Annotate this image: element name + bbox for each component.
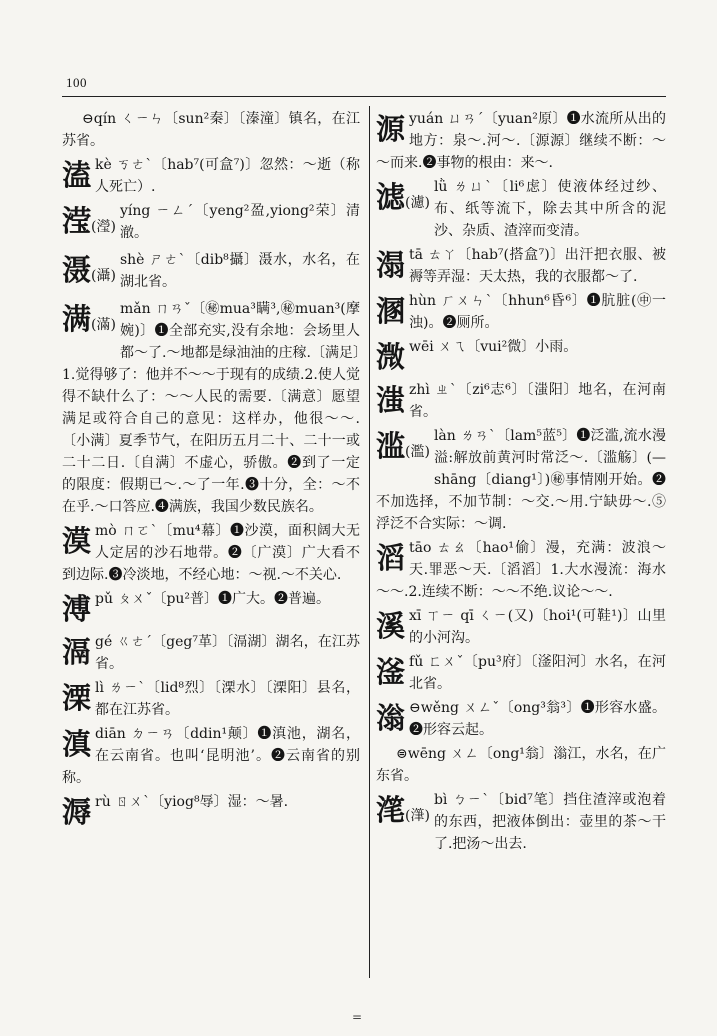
dictionary-entry [62,108,360,152]
headword-character: 滢 [62,204,92,238]
headword-character: 滇 [62,727,92,761]
headword-character: 滥 [376,429,406,463]
entry-definition: rù ㄖㄨˋ〔yiog⁸辱〕湿：～暑. [95,794,289,810]
headword-character: 溻 [376,248,406,282]
dictionary-entry [376,290,666,334]
entry-headword [376,538,405,578]
dictionary-entry [62,298,360,518]
dictionary-entry [62,520,360,586]
headword-variant: (潷) [405,808,430,824]
entry-headword [62,201,116,247]
dictionary-entry [62,200,360,247]
entry-definition: zhì ㄓˋ〔zi⁶志⁶〕〔滍阳〕地名，在河南省。 [409,382,666,420]
entry-headword [62,792,91,832]
entry-definition: lì ㄌㄧˋ〔lid⁸烈〕〔溧水〕〔溧阳〕县名，都在江苏省。 [95,680,360,718]
entry-definition: kè ㄎㄜˋ〔hab⁷(可盒⁷)〕忽然：～逝（称人死亡）. [95,157,360,195]
dictionary-entry [376,379,666,423]
headword-character: 溘 [62,158,92,192]
entry-headword [376,337,405,377]
entry-headword [376,652,405,692]
entry-definition: diān ㄉㄧㄢ〔ddin¹颠〕❶滇池，湖名，在云南省。也叫‘昆明池’。❷云南省的别称。 [62,726,360,786]
dictionary-entry [376,605,666,649]
headword-variant: (濾) [405,195,430,211]
entry-headword [376,291,405,331]
headword-character: 滏 [376,655,406,689]
dictionary-entry [62,154,360,198]
headword-variant: (滿) [91,317,116,333]
dictionary-entry [376,743,666,787]
entry-definition: shè ㄕㄜˋ〔dib⁸攝〕滠水，水名，在湖北省。 [119,252,360,290]
entry-definition: lǜ ㄌㄩˋ〔li⁶虑〕使液体经过纱、布、纸等流下，除去其中所含的泥沙、杂质、渣滓而变清。 [433,179,666,239]
entry-definition: ⊖wěng ㄨㄥˇ〔ong³翁³〕❶形容水盛。❷形容云起。 [409,700,666,738]
column-divider [369,106,370,978]
entry-definition: yuán ㄩㄢˊ〔yuan²原〕❶水流所从出的地方：泉～.河～.〔源源〕继续不断：～～而来.❷事物的根由：来～. [376,111,666,171]
entry-definition: mǎn ㄇㄢˇ〔㊙mua³瞒³,㊙muan³(摩婉)〕❶全部充实,没有余地：会场里人都～了.～地都是绿油油的庄稼.〔满足〕1.觉得够了：他并不～～于现有的成绩.2.使人觉得不缺什么了：～～人民的需要.〔满意〕愿望满足或符合自己的意见：这样办，他很～～.〔小满〕夏季节气，在阳历五月二十、二十一或二十二日.〔自满〕不虚心，骄傲。❷到了一定的限度：假期已～.～了一年.❸十分，全：～不在乎.～口答应.❹满族，我国少数民族名。 [62,301,360,515]
dictionary-entry [376,336,666,377]
dictionary-entry [62,723,360,789]
dictionary-entry [62,631,360,675]
entry-headword [376,790,430,836]
dictionary-entry [376,789,666,855]
entry-definition: ⊜wēng ㄨㄥ〔ong¹翁〕滃江，水名，在广东省。 [376,746,666,784]
headword-variant: (濫) [405,444,430,460]
entry-definition: yíng ㄧㄥˊ〔yeng²盈,yiong²荣〕清澈。 [119,203,360,241]
headword-character: 源 [376,112,406,146]
entry-definition: tāo ㄊㄠ〔hao¹偷〕漫，充满：波浪～天.罪恶～天.〔滔滔〕1.大水漫流：海水～～.2.连续不断：～～不绝.议论～～. [376,540,666,600]
entry-headword [376,698,405,738]
entry-headword [376,380,405,420]
entry-headword [62,250,116,296]
header-rule [62,96,666,97]
entry-headword [62,521,91,561]
entry-definition: pǔ ㄆㄨˇ〔pu²普〕❶广大。❷普遍。 [95,591,331,607]
headword-character: 溥 [62,592,92,626]
entry-definition: wēi ㄨㄟ〔vui²微〕小雨。 [409,339,578,355]
entry-headword [62,589,91,629]
entry-definition: gé ㄍㄜˊ〔geg⁷革〕〔滆湖〕湖名，在江苏省。 [95,634,360,672]
headword-character: 滠 [62,253,92,287]
entry-definition: bì ㄅㄧˋ〔bid⁷笔〕挡住渣滓或泡着的东西，把液体倒出：壶里的茶～干了.把汤～出去. [433,792,666,852]
entry-headword [376,606,405,646]
dictionary-entry [62,249,360,296]
entry-headword [376,177,430,223]
headword-character: 滔 [376,541,406,575]
dictionary-entry [376,537,666,603]
entry-definition: fǔ ㄈㄨˇ〔pu³府〕〔滏阳河〕水名，在河北省。 [409,654,666,692]
entry-headword [62,678,91,718]
headword-character: 滃 [376,701,406,735]
dictionary-entry [62,791,360,832]
page-number: 100 [66,75,87,90]
dictionary-entry [376,176,666,242]
entry-headword [62,632,91,672]
headword-character: 滤 [376,180,406,214]
dictionary-entry [62,588,360,629]
right-column [376,108,666,857]
dictionary-entry [376,108,666,174]
dictionary-entry [376,697,666,741]
entry-headword [62,155,91,195]
headword-character: 满 [62,302,92,336]
entry-definition: làn ㄌㄢˋ〔lam⁵蓝⁵〕❶泛滥,流水漫溢:解放前黄河时常泛～.〔滥觞〕(—shāng〔diang¹〕)㊙事情刚开始。❷不加选择，不加节制：～交.～用.宁缺毋～.⑤浮泛不合实际：～调. [376,428,666,532]
headword-character: 溧 [62,681,92,715]
headword-character: 溽 [62,795,92,829]
headword-character: 滗 [376,793,406,827]
entry-definition: xī ㄒㄧ qī ㄑㄧ(又)〔hoi¹(可鞋¹)〕山里的小河沟。 [409,608,666,646]
dictionary-entry [376,425,666,535]
entry-headword [376,426,430,472]
entry-definition: tā ㄊㄚ〔hab⁷(搭盒⁷)〕出汗把衣服、被褥等弄湿：天太热，我的衣服都～了. [409,247,666,285]
entry-definition: hùn ㄏㄨㄣˋ〔hhun⁶昏⁶〕❶肮脏(㊥一浊)。❷厕所。 [409,293,666,331]
entry-headword [376,245,405,285]
footer-mark: = [352,1010,363,1024]
headword-variant: (瀅) [91,219,116,235]
headword-character: 溪 [376,609,406,643]
headword-character: 溦 [376,340,406,374]
entry-definition: ⊖qín ㄑㄧㄣ〔sun²秦〕〔溱潼〕镇名，在江苏省。 [62,111,360,149]
entry-headword [62,724,91,764]
headword-character: 溷 [376,294,406,328]
entry-definition: mò ㄇㄛˋ〔mu⁴幕〕❶沙漠，面积阔大无人定居的沙石地带。❷〔广漠〕广大看不到边际.❸冷淡地，不经心地：～视.～不关心. [62,523,360,583]
headword-character: 滍 [376,383,406,417]
entry-headword [62,299,116,345]
headword-character: 漠 [62,524,92,558]
headword-variant: (灄) [91,268,116,284]
headword-character: 滆 [62,635,92,669]
left-column [62,108,360,834]
dictionary-entry [376,651,666,695]
entry-headword [376,109,405,149]
dictionary-entry [376,244,666,288]
dictionary-entry [62,677,360,721]
